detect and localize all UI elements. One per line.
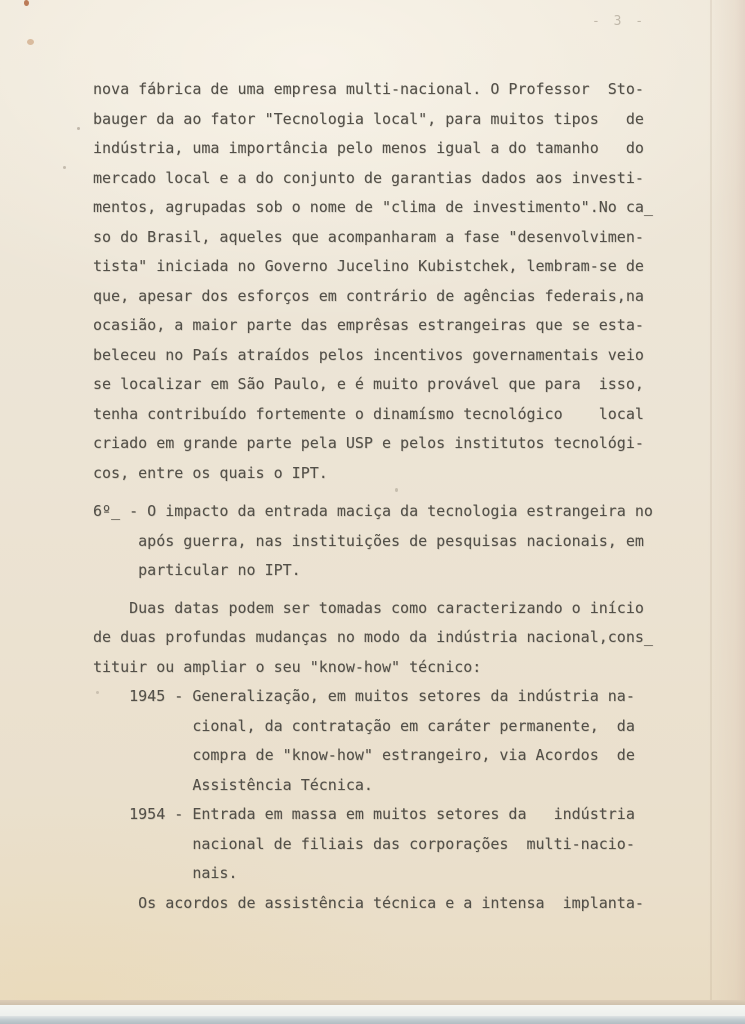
paper-speckle (24, 0, 29, 6)
typewritten-line: 1954 - Entrada em massa em muitos setores da indústria (93, 805, 635, 823)
typewritten-line: 6º̲ - O impacto da entrada maciça da tecnologia estrangeira no (93, 502, 653, 520)
typewritten-line: que, apesar dos esforços em contrário de agências federais,na (93, 286, 644, 305)
typewritten-line: beleceu no País atraídos pelos incentivos governamentais veio (93, 345, 644, 364)
typewritten-line: particular no IPT. (93, 561, 301, 579)
typewritten-line: nova fábrica de uma empresa multi-nacional. O Professor Sto- (93, 80, 644, 98)
typewritten-line: ocasião, a maior parte das emprêsas estrangeiras que se esta- (93, 316, 644, 334)
paragraph-item-1945 (93, 682, 653, 800)
typewritten-line: criado em grande parte pela USP e pelos institutos tecnológi- (93, 434, 644, 452)
paragraph-item-6 (93, 497, 653, 586)
typewritten-line: Assistência Técnica. (93, 775, 373, 794)
paragraph-intro (93, 75, 653, 488)
paragraph-item-1954 (93, 800, 653, 889)
typewritten-line: cos, entre os quais o IPT. (93, 463, 328, 482)
text-body (93, 75, 653, 918)
typewritten-line: de duas profundas mudanças no modo da indústria nacional,cons̲ (93, 628, 653, 646)
typewritten-line: compra de "know-how" estrangeiro, via Acordos de (93, 746, 635, 764)
typewritten-line: mentos, agrupadas sob o nome de "clima de investimento".No ca̲ (93, 198, 653, 216)
typewritten-line: se localizar em São Paulo, e é muito provável que para isso, (93, 375, 644, 393)
typewritten-line: so do Brasil, aqueles que acompanharam a fase "desenvolvimen- (93, 227, 644, 246)
typewritten-line: após guerra, nas instituições de pesquisas nacionais, em (93, 531, 644, 550)
paragraph-closing (93, 889, 653, 919)
typewritten-line: tenha contribuído fortemente o dinamísmo tecnológico local (93, 404, 644, 423)
page-number: - 3 - (592, 14, 647, 29)
typewritten-line: nais. (93, 864, 238, 882)
typewritten-line: tista" iniciada no Governo Jucelino Kubistchek, lembram-se de (93, 257, 644, 275)
paper-speckle (27, 39, 34, 45)
typewritten-line: cional, da contratação em caráter permanente, da (93, 716, 635, 735)
scanner-bed-strip (0, 1005, 745, 1016)
paragraph-duas-datas (93, 594, 653, 683)
paper-crease (710, 0, 712, 1002)
typewritten-line: Duas datas podem ser tomadas como caracterizando o início (93, 598, 644, 617)
typewritten-line: indústria, uma importância pelo menos igual a do tamanho do (93, 139, 644, 157)
typewritten-line: bauger da ao fator "Tecnologia local", para muitos tipos de (93, 109, 644, 128)
typewritten-line: Os acordos de assistência técnica e a intensa implanta- (93, 893, 644, 912)
typewritten-line: nacional de filiais das corporações multi-nacio- (93, 834, 635, 853)
paper-speckle (77, 127, 80, 130)
typewritten-line: mercado local e a do conjunto de garantias dados aos investi- (93, 168, 644, 187)
scanner-edge-strip (0, 1016, 745, 1024)
typewritten-line: 1945 - Generalização, em muitos setores da indústria na- (93, 687, 635, 705)
paper-speckle (63, 166, 66, 169)
typewritten-line: tituir ou ampliar o seu "know-how" técnico: (93, 657, 482, 676)
